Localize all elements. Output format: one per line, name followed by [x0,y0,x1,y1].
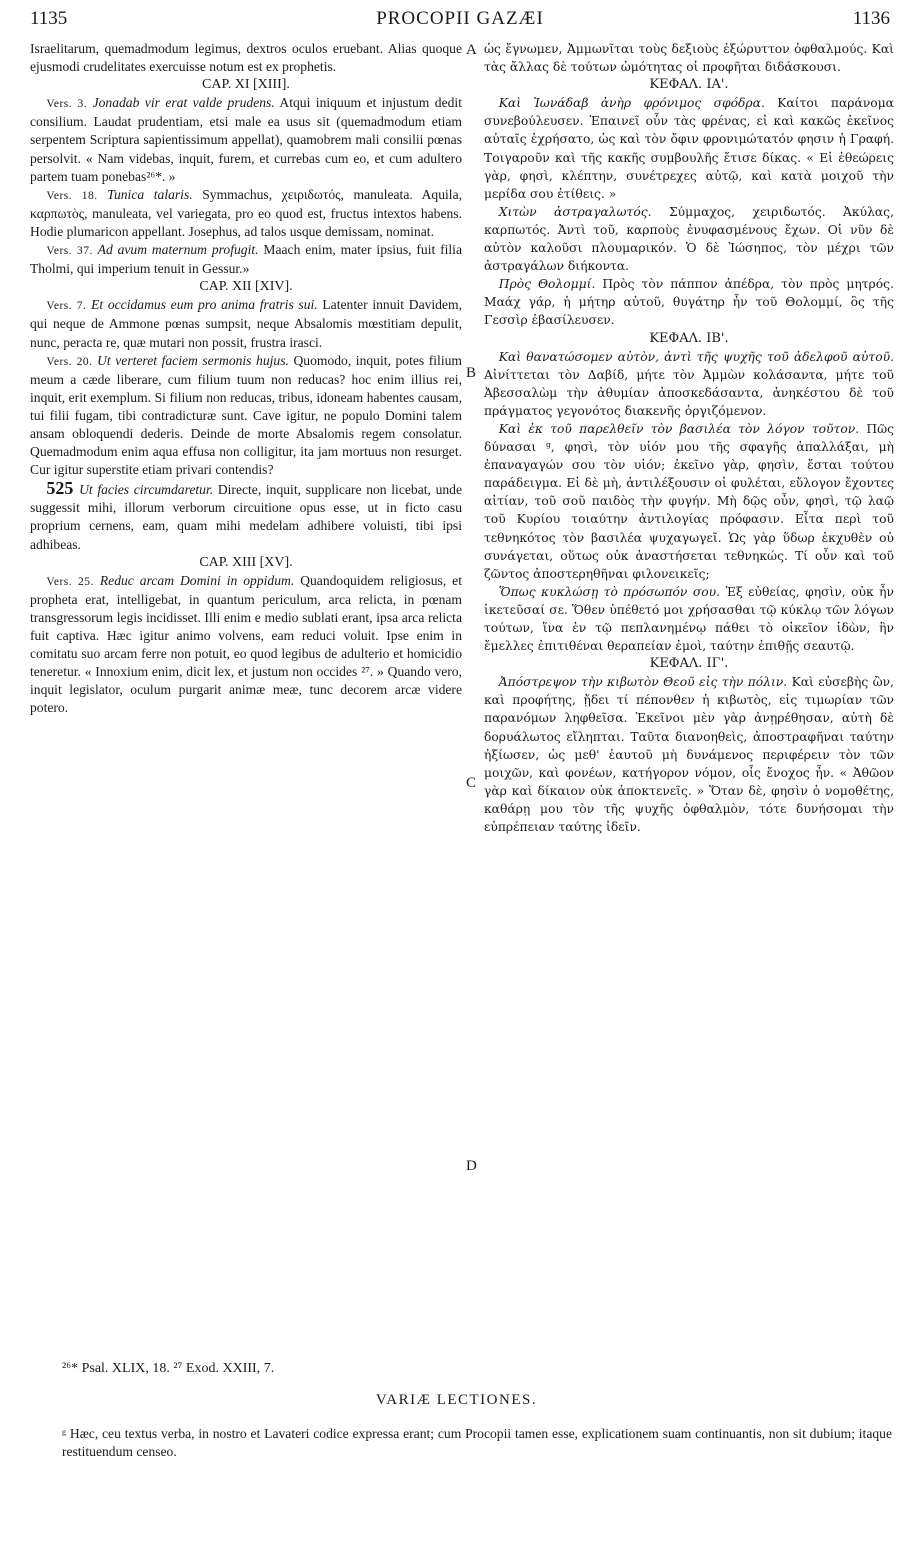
latin-column [30,40,462,717]
lemma: Χιτὼν ἀστραγαλωτός. [498,204,652,219]
commentary-text: Directe, inquit, supplicare non licebat, unde suggessit mihi, illorum verborum circuitione opus esse, ut in ficto casu proprium cernens, eam, quam mihi medelam adhibere voluisti, tibi ipsi adhibeas. [30,482,463,552]
greek-column [484,40,894,836]
greek-verse-paragraph [484,348,894,420]
commentary-text: Atqui iniquum et injustum dedit consilium. Laudat prudentiam, etsi male ea usus sit (quemadmodum etiam serpentem Scriptura sapientissimum appellat), quamobrem mali consilii pœnas persolvit. « Nam videbas, inquit, furem, et currebas cum eo, et cum adultero partem tuam ponebas²⁶*. » [30,95,462,184]
lemma: Jonadab vir erat valde prudens. [92,95,275,111]
latin-verse-paragraph [30,572,462,718]
verse-label: Vers. 37. [46,245,98,258]
latin-verse-paragraph [30,241,462,278]
lemma: Καὶ Ἰωνάδαβ ἀνὴρ φρόνιμος σφόδρα. [498,96,765,111]
lemma: Ὅπως κυκλώσῃ τὸ πρόσωπόν σου. [498,584,721,599]
running-title: PROCOPII GAZÆI [376,8,544,29]
margin-marker-a: A [466,42,477,58]
greek-chapter-heading: ΚΕΦΑΛ. ΙΓ'. [649,656,729,672]
variae-lectiones-heading: VARIÆ LECTIONES. [375,1392,538,1408]
lemma: Πρὸς Θολομμί. [498,277,596,292]
commentary-text: Quandoquidem religiosus, et propheta erat, intelligebat, in quantum periculum, arca relicta, in pœnam transgressorum legis incidisset. Illi enim e medio sublati erant, ipsa arca relicta fuit captiva. Hæc igitur animo volvens, eam reduci voluit. Ipse enim in comitatu suo arcam ferre non potuit, eo quod legibus de adulterio et homicidio teneretur. « Innoxium enim, dicit lex, et justum non occides ²⁷. » Quando vero, inquit legislator, oculum purgarit animæ meæ, tunc decorem arcæ videre potero. [30,572,462,716]
lemma: Ut verteret faciem sermonis hujus. [97,352,289,368]
latin-chapter-heading: CAP. XII [XIV]. [199,279,293,295]
lemma: Καὶ θανατώσομεν αὐτὸν, ἀντὶ τῆς ψυχῆς τοῦ ἀδελφοῦ αὐτοῦ. [498,349,894,364]
margin-marker-b: B [466,365,477,381]
verse-label: 525 [46,478,80,499]
lemma: Ad avum maternum profugit. [97,242,259,258]
commentary-text: Quomodo, inquit, potes filium meum a cæde liberare, cum filium tuum non reducas? hoc enim illius rei, inquit, erit exemplum. Si filium non reducas, tribus, idoneam habentes causam, tui filii fugam, tibi contradicturæ sunt. Cave igitur, ne populo Domini talem ansam obloquendi dederis. Deinde de morte Absalomis regem consolatur. Quemadmodum enim aqua effusa non colligitur, ita jam mortuus non resurget. Cur igitur superstite etiam privari contendis? [30,352,462,478]
verse-label: Vers. 25. [46,575,100,588]
commentary-text: Καὶ εὐσεβὴς ὢν, καὶ προφήτης, ᾔδει τί πέπονθεν ἡ κιβωτὸς, εἰς τιμωρίαν τῶν παρανόμων ληφθεῖσα. Ἐκεῖνοι μὲν γὰρ ἀνῃρέθησαν, αὐτὴ δὲ δορυάλωτος εἴληπται. Ταῦτα διανοηθεὶς, ἀποστραφῆναι ταύτην ἠξίωσεν, ὡς μεθ' ἑαυτοῦ μὴ δυνάμενος περιφέρειν τὸν τῶν μοιχῶν, καὶ φονέων, κατήγορον νόμον, οἷς ἔνοχος ἦν. « Ἀθῶον γὰρ καὶ δίκαιον οὐκ ἀποκτενεῖς. » Ὅταν δὲ, φησὶν ὁ νομοθέτης, καθάρῃ μου τὸν τῆς ψυχῆς ὀφθαλμὸν, τότε δυνήσομαι τὴν εὐπρέπειαν ταύτης ἰδεῖν. [484,675,894,835]
margin-marker-c: C [466,775,477,791]
greek-verse-paragraph [484,275,894,329]
lemma: Et occidamus eum pro anima fratris sui. [91,297,318,313]
verse-label: Vers. 3. [46,98,93,111]
commentary-text: Αἰνίττεται τὸν Δαβίδ, μήτε τὸν Ἀμμὼν κολάσαντα, μήτε τοῦ Ἀβεσσαλὼμ τὴν ἀθυμίαν ἀποσκεδάσαντα, ἀνηκέστου δὲ τοῦ πράγματος γεγονότος διακενῆς ὀργιζόμενον. [484,367,894,418]
lemma: Ut facies circumdaretur. [79,482,214,498]
greek-chapter-heading: ΚΕΦΑΛ. ΙΒ'. [649,330,729,346]
lemma: Tunica talaris. [107,186,193,202]
lemma: Ἀπόστρεψον τὴν κιβωτὸν Θεοῦ εἰς τὴν πόλιν. [498,675,788,690]
commentary-text: Ἐξ εὐθείας, φησὶν, οὐκ ἦν ἱκετεῦσαί σε. Ὅθεν ὑπέθετό μοι χρήσασθαι τῷ κύκλῳ τῶν λόγων τούτων, ἵνα ἐν τῷ πεπλανημένῳ πάθει τὸ οἰκεῖον ἰδὼν, ἣν ἔμελλες ἐπιτιθέναι θεραπείαν ἐμοὶ, ταύτην ἐπιθῇς σεαυτῷ. [484,584,894,654]
greek-verse-paragraph [484,583,894,655]
margin-marker-d: D [466,1158,477,1174]
commentary-text: Καίτοι παράνομα συνεβούλευσεν. Ἐπαινεῖ οὖν τὰς φρένας, εἰ καὶ κακῶς ἐκεῖνος αὐταῖς ἐχρήσατο, ὡς καὶ τὸν ὄφιν φρονιμώτατόν φησιν ἡ Γραφή. Τοιγαροῦν καὶ τῆς κακῆς συμβουλῆς ἔτισε δίκας. « Εἰ ἐθεώρεις γὰρ, φησὶ, κλέπτην, συνέτρεχες αὐτῷ, καὶ κατὰ μοιχοῦ τὴν μερίδα σου ἐτίθεις. » [484,96,894,201]
page-number-left: 1135 [30,8,68,29]
greek-verse-paragraph [484,94,894,203]
greek-verse-paragraph [484,673,894,836]
greek-chapter-heading: ΚΕΦΑΛ. ΙΑ'. [649,77,729,93]
latin-verse-paragraph [30,186,462,241]
commentary-text: Σύμμαχος, χειριδωτός. Ἀκύλας, καρπωτός. Ἀντὶ τοῦ, καρποὺς ἐνυφασμένους ἔχων. Οἱ νῦν δὲ αὐτὸν καλοῦσι πλουμαρικόν. Ὁ δὲ Ἰώσηπος, τὸν μέχρι τῶν ἀστραγάλων διήκοντα. [484,204,894,274]
commentary-text: Πρὸς τὸν πάππον ἀπέδρα, τὸν πρὸς μητρός. Μαάχ γάρ, ἡ μήτηρ αὐτοῦ, θυγάτηρ ἦν τοῦ Θολομμί, ὃς τῆς Γεσσὶρ ἐβασίλευσεν. [484,277,894,328]
commentary-text: Maach enim, mater ipsius, fuit filia Tholmi, qui imperium tenuit in Gessur.» [30,242,462,277]
latin-verse-paragraph [30,352,462,480]
verse-label: Vers. 7. [46,300,92,313]
latin-chapter-heading: CAP. XI [XIII]. [202,77,290,93]
latin-verse-paragraph [30,479,462,553]
lemma: Reduc arcam Domini in oppidum. [99,572,295,588]
variae-lectiones-note: ᵍ Hæc, ceu textus verba, in nostro et Lavateri codice expressa erant; cum Procopii tamen esse, explicationem suam continuantis, non sit dubium; itaque restituendum censeo. [62,1426,892,1459]
verse-label: Vers. 18. [46,189,108,202]
latin-paragraph: Israelitarum, quemadmodum legimus, dextros oculos eruebant. Alias quoque ejusmodi crudelitates exercuisse notum est ex prophetis. [30,41,462,75]
page-header [30,8,890,36]
commentary-text: Πῶς δύνασαι ᵍ, φησὶ, τὸν υἱόν μου τῆς σφαγῆς ἀπαλλάξαι, μὴ ἐπαναγαγών σου τὸν υἱόν; ἐκεῖνο γὰρ, φησὶν, ἔσται τούτου παράδειγμα. Εἰ δὲ μὴ, ἀντιλέξουσιν οἱ φυλέται, εὔλογον ἔχοντες αἰτίαν, τοῦ σοῦ παιδὸς τὴν φυγήν. Μὴ δῷς οὖν, φησὶ, τῷ λαῷ τοῦ Κυρίου τοιαύτην ἀντιλογίας πρόφασιν. Εἶτα περὶ τοῦ τεθνηκότος τὸν βασιλέα ψυχαγωγεῖ. Ὡς γὰρ ὕδωρ ἐκχυθὲν οὐ συνάγεται, οὕτως οὐκ ἀναστήσεται τεθνηκώς. Τί οὖν καὶ τοῦ ζῶντος ἀποστερηθῆναι φιλονεικεῖς; [484,421,894,581]
greek-verse-paragraph [484,203,894,275]
page-number-right: 1136 [852,8,890,29]
lemma: Καὶ ἐκ τοῦ παρελθεῖν τὸν βασιλέα τὸν λόγον τοῦτον. [498,421,860,436]
commentary-text: Symmachus, χειριδωτός, manuleata. Aquila, καρπωτὸς, manuleata, vel variegata, pro eo quod est, fructus intextos habens. Hodie plumaricon appellant. Josephus, ad talos usque demissam, nominat. [30,186,462,239]
verse-label: Vers. 20. [46,355,98,368]
latin-chapter-heading: CAP. XIII [XV]. [199,554,293,570]
latin-verse-paragraph [30,296,462,351]
latin-verse-paragraph [30,94,462,185]
greek-paragraph: ὡς ἔγνωμεν, Ἀμμωνῖται τοὺς δεξιοὺς ἐξώρυττον ὀφθαλμούς. Καὶ τὰς ἄλλας δὲ τούτων ὠμότητας οἱ προφῆται διδάσκουσι. [484,42,894,75]
commentary-text: Latenter innuit Davidem, qui neque de Ammone pœnas sumpsit, neque Absalomis mœstitiam depulit, nunc, peracta re, quæ mutari non possit, frustra irasci. [30,297,462,350]
footnotes: ²⁶* Psal. XLIX, 18. ²⁷ Exod. XXIII, 7. [62,1361,275,1376]
greek-verse-paragraph [484,420,894,583]
